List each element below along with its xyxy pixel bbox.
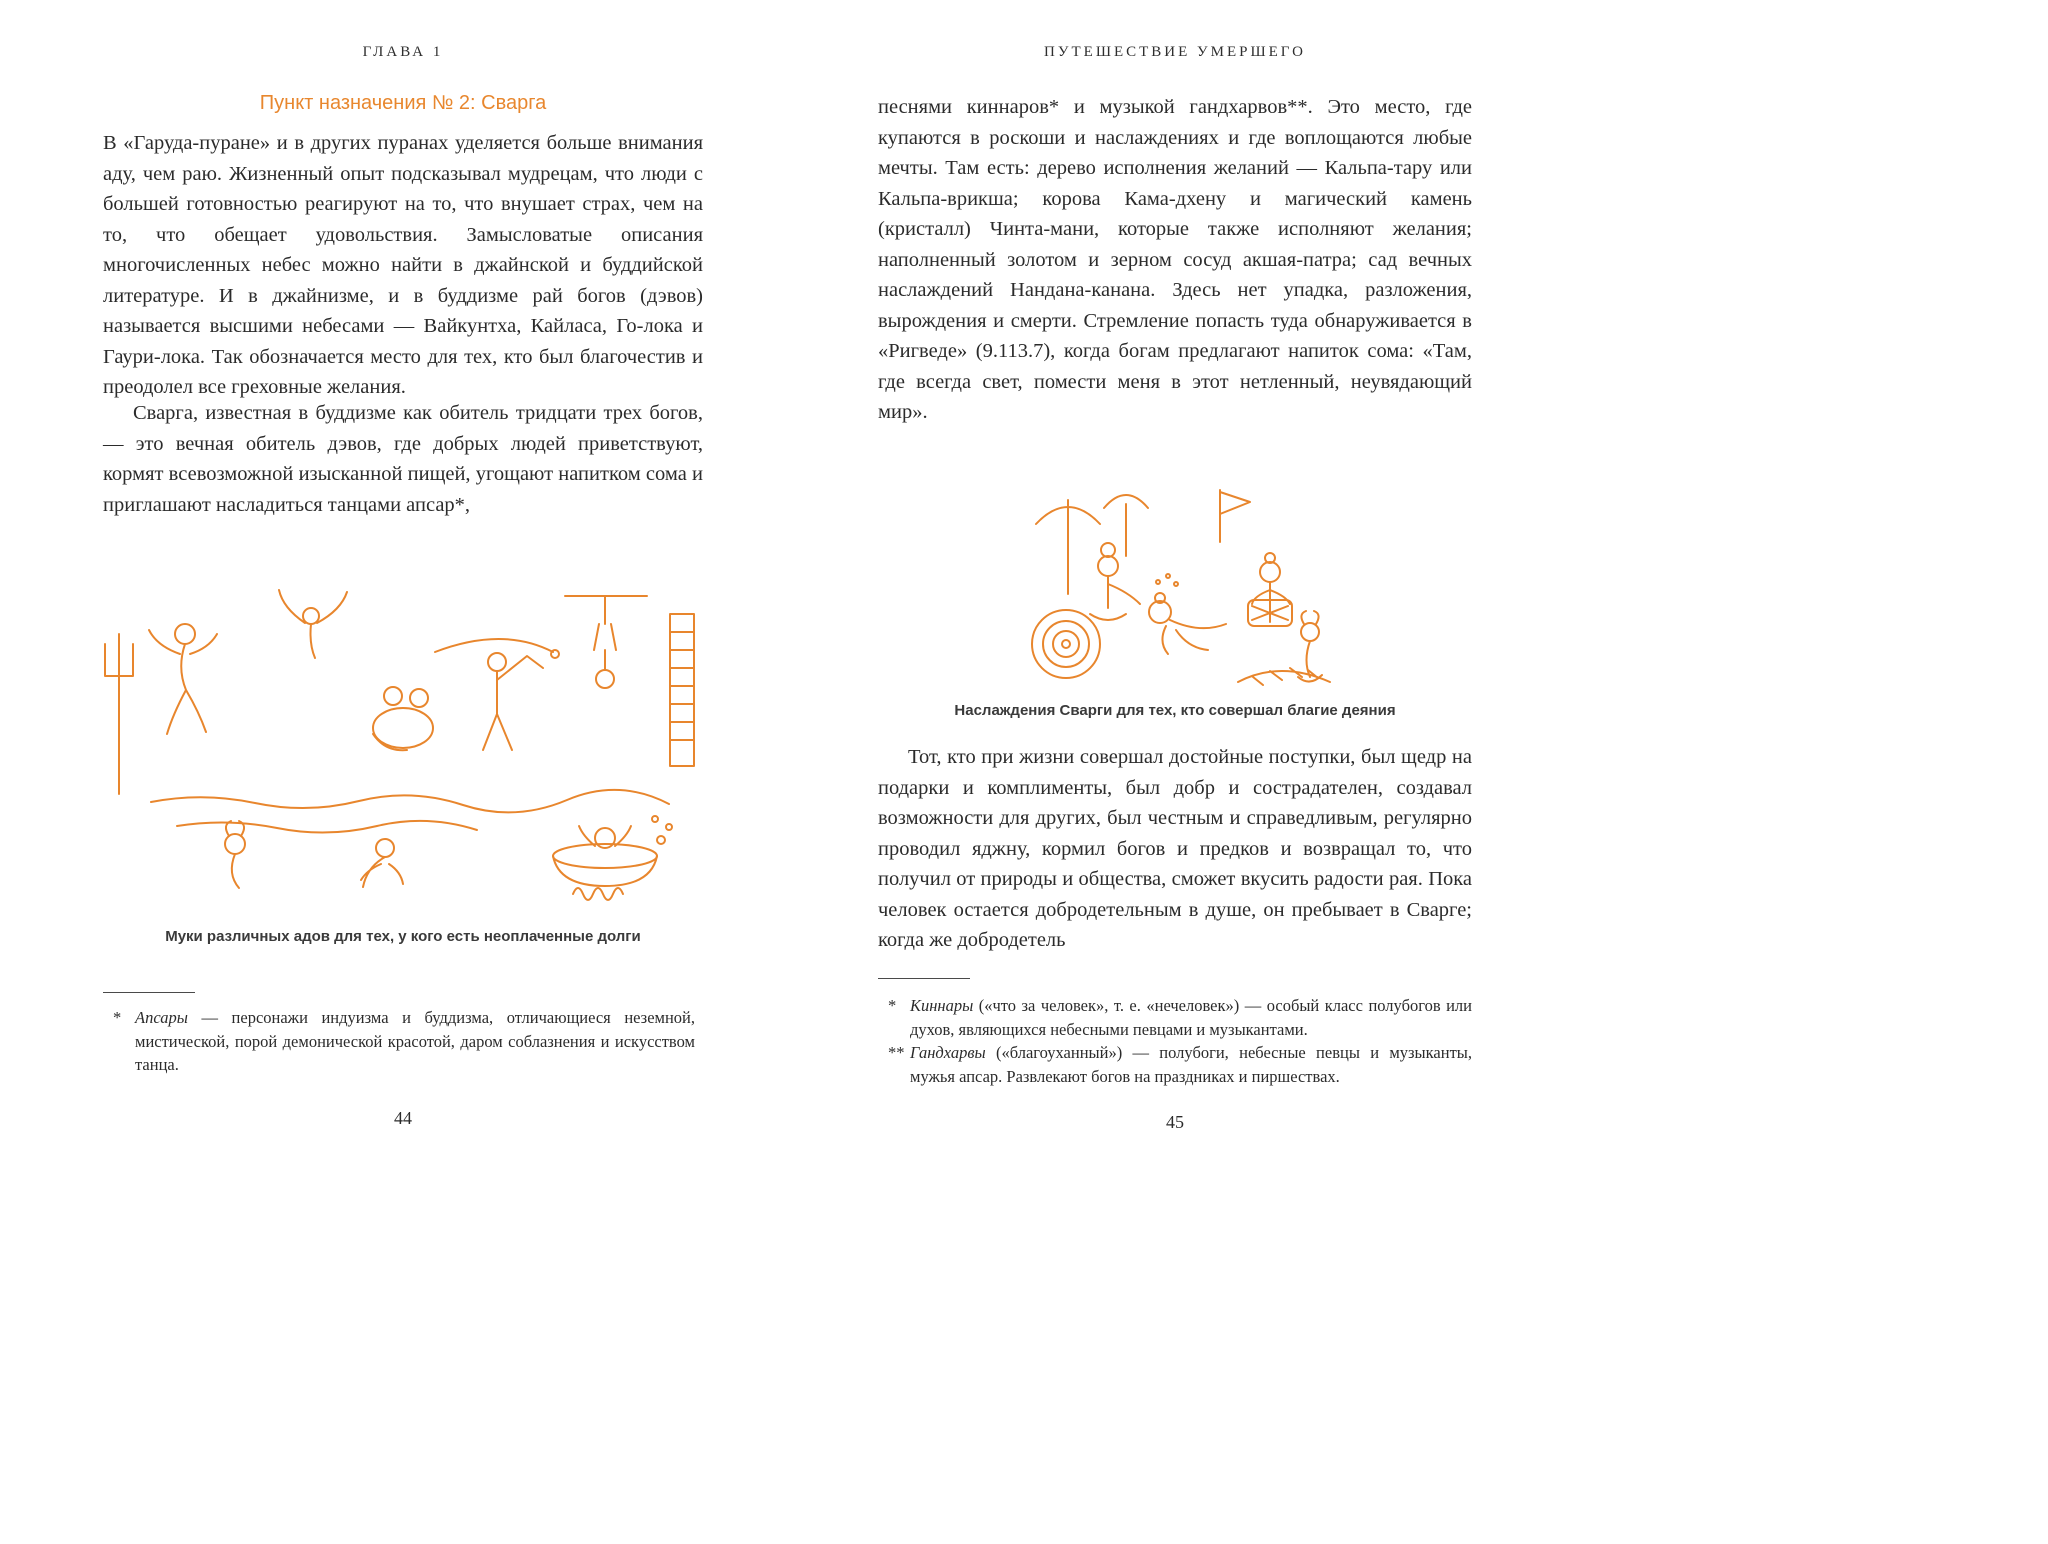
- footnote-term: Киннары: [910, 996, 974, 1015]
- footnote-marker: *: [113, 1008, 122, 1027]
- footnotes: [113, 1006, 695, 1077]
- footnote-marker: *: [888, 996, 897, 1015]
- footnote: [113, 1006, 695, 1077]
- body-paragraph: В «Гаруда-пуране» и в других пуранах уделяется больше внимания аду, чем раю. Жизненный опыт подсказывал мудрецам, что люди с большей готовностью реагируют на то, что внушает страх, чем на то, что обещает удовольствия. Замысловатые описания многочисленных небес можно найти в джайнской и буддийской литературе. И в джайнизме, и в буддизме рай богов (дэвов) называется высшими небесами — Вайкунтха, Кайласа, Го-лока и Гаури-лока. Так обозначается место для тех, кто был благочестив и преодолел все греховные желания.: [103, 132, 703, 398]
- footnote-text: («что за человек», т. е. «нечеловек») — особый класс полубогов или духов, являющихся небесными певцами и музыкантами.: [910, 996, 1472, 1039]
- footnote-rule: [103, 992, 195, 993]
- section-heading: Пункт назначения № 2: Сварга: [259, 92, 547, 114]
- illustration-caption: Муки различных адов для тех, у кого есть неоплаченные долги: [165, 928, 641, 945]
- illustration-caption: Наслаждения Сварги для тех, кто совершал благие деяния: [954, 702, 1396, 719]
- footnote-text: — персонажи индуизма и буддизма, отличающиеся неземной, мистической, порой демонической красотой, даром соблазнения и искусством танца.: [135, 1008, 695, 1074]
- footnote: [888, 994, 1472, 1041]
- page-number: 45: [1166, 1112, 1184, 1132]
- page-number: 44: [394, 1108, 412, 1128]
- footnote: [888, 1041, 1472, 1088]
- footnote-rule: [878, 978, 970, 979]
- footnote-term: Апсары: [135, 1008, 188, 1027]
- footnote-text: («благоуханный») — полубоги, небесные певцы и музыканты, мужья апсар. Развлекают богов на праздниках и пиршествах.: [910, 1043, 1472, 1086]
- running-header-right: ПУТЕШЕСТВИЕ УМЕРШЕГО: [1044, 44, 1306, 60]
- footnotes: [888, 994, 1472, 1088]
- hell-scene-illustration: [85, 556, 703, 901]
- body-paragraph: Сварга, известная в буддизме как обитель тридцати трех богов, — это вечная обитель дэвов, где добрых людей приветствуют, кормят всевозможной изысканной пищей, угощают напитком сома и приглашают насладиться танцами апсар*,: [103, 402, 703, 516]
- footnote-marker: **: [888, 1043, 905, 1062]
- footnote-term: Гандхарвы: [910, 1043, 986, 1062]
- running-header-left: ГЛАВА 1: [362, 44, 444, 60]
- svarga-scene-illustration: [1008, 472, 1348, 694]
- body-paragraph: песнями киннаров* и музыкой гандхарвов**. Это место, где купаются в роскоши и наслаждениях и где воплощаются любые мечты. Там есть: дерево исполнения желаний — Кальпа-тару или Кальпа-врикша; корова Кама-дхену и магический камень (кристалл) Чинта-мани, которые также исполняют желания; наполненный золотом и зерном сосуд акшая-патра; сад вечных наслаждений Нандана-канана. Здесь нет упадка, разложения, вырождения и смерти. Стремление попасть туда обнаруживается в «Ригведе» (9.113.7), когда богам предлагают напиток сома: «Там, где всегда свет, помести меня в этот нетленный, неувядающий мир».: [878, 96, 1472, 423]
- body-paragraph: Тот, кто при жизни совершал достойные поступки, был щедр на подарки и комплименты, был добр и сострадателен, создавал возможности для других, был честным и справедливым, регулярно проводил яджну, кормил богов и предков и возвращал то, что получил от природы и общества, сможет вкусить радости рая. Пока человек остается добродетельным в душе, он пребывает в Сварге; когда же добродетель: [878, 746, 1472, 951]
